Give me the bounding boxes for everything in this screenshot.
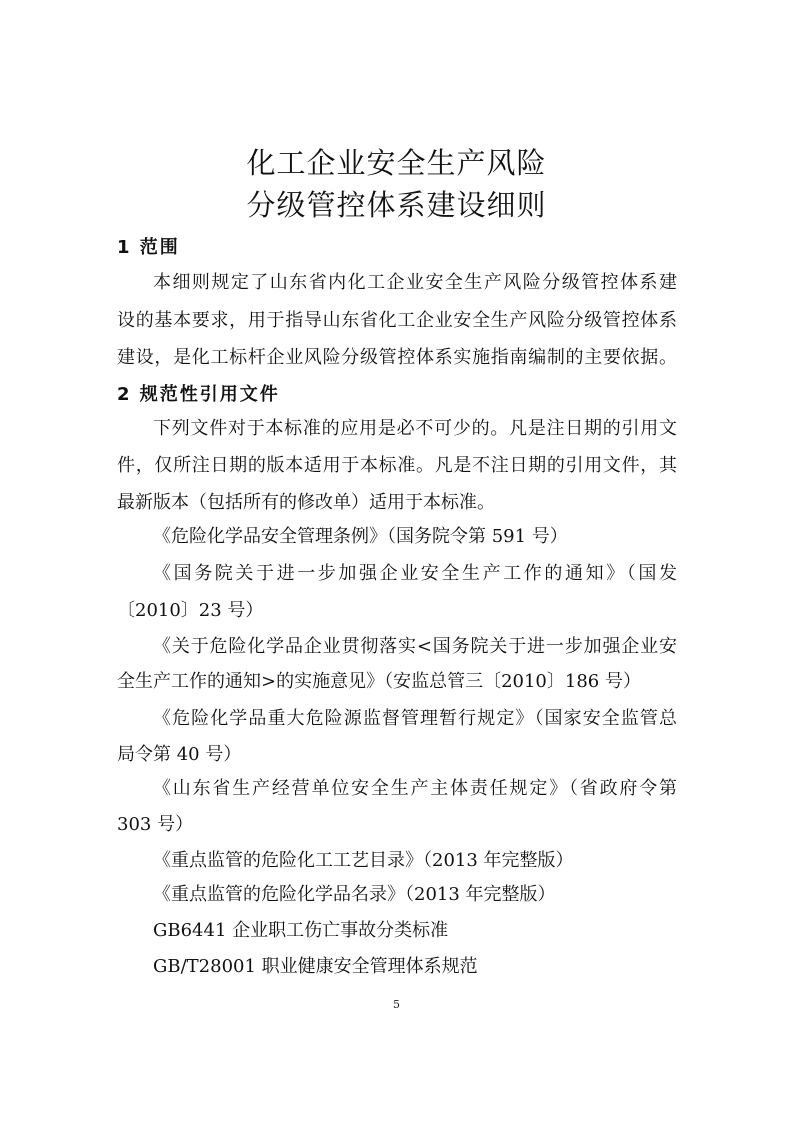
paragraph-line: 本细则规定了山东省内化工企业安全生产风险分级管控体系建 [153,272,677,293]
section-heading-scope: 1 范围 [117,237,180,258]
reference-item: GB6441 企业职工伤亡事故分类标准 [153,920,449,941]
reference-item: 《重点监管的危险化工工艺目录》（2013 年完整版） [153,850,574,871]
reference-item: 《重点监管的危险化学品名录》（2013 年完整版） [153,884,556,905]
reference-item: 《关于危险化学品企业贯彻落实<国务院关于进一步加强企业安 [153,636,677,657]
reference-item: 《山东省生产经营单位安全生产主体责任规定》（省政府令第 [153,778,677,799]
paragraph-line: 设的基本要求，用于指导山东省化工企业安全生产风险分级管控体系 [117,310,677,331]
reference-item-continuation: 局令第 40 号） [117,744,242,765]
paragraph-line: 建设，是化工标杆企业风险分级管控体系实施指南编制的主要依据。 [117,347,677,368]
paragraph-line: 件，仅所注日期的版本适用于本标准。凡是不注日期的引用文件，其 [117,455,677,476]
reference-item: 《国务院关于进一步加强企业安全生产工作的通知》（国发 [153,563,677,584]
page-number: 5 [393,998,400,1011]
document-title-line-2: 分级管控体系建设细则 [246,188,547,222]
reference-item-continuation: 全生产工作的通知>的实施意见》（安监总管三〔2010〕186 号） [117,671,641,692]
reference-item: 《危险化学品重大危险源监督管理暂行规定》（国家安全监管总 [153,708,677,729]
reference-item-continuation: 〔2010〕23 号） [117,600,264,621]
reference-item: GB/T28001 职业健康安全管理体系规范 [153,956,478,977]
reference-item: 《危险化学品安全管理条例》（国务院令第 591 号） [153,526,568,547]
section-heading-normative-references: 2 规范性引用文件 [117,384,280,405]
reference-item-continuation: 303 号） [117,814,194,835]
paragraph-line: 下列文件对于本标准的应用是必不可少的。凡是注日期的引用文 [153,418,677,439]
document-title-line-1: 化工企业安全生产风险 [246,146,547,180]
paragraph-line: 最新版本（包括所有的修改单）适用于本标准。 [117,492,495,513]
